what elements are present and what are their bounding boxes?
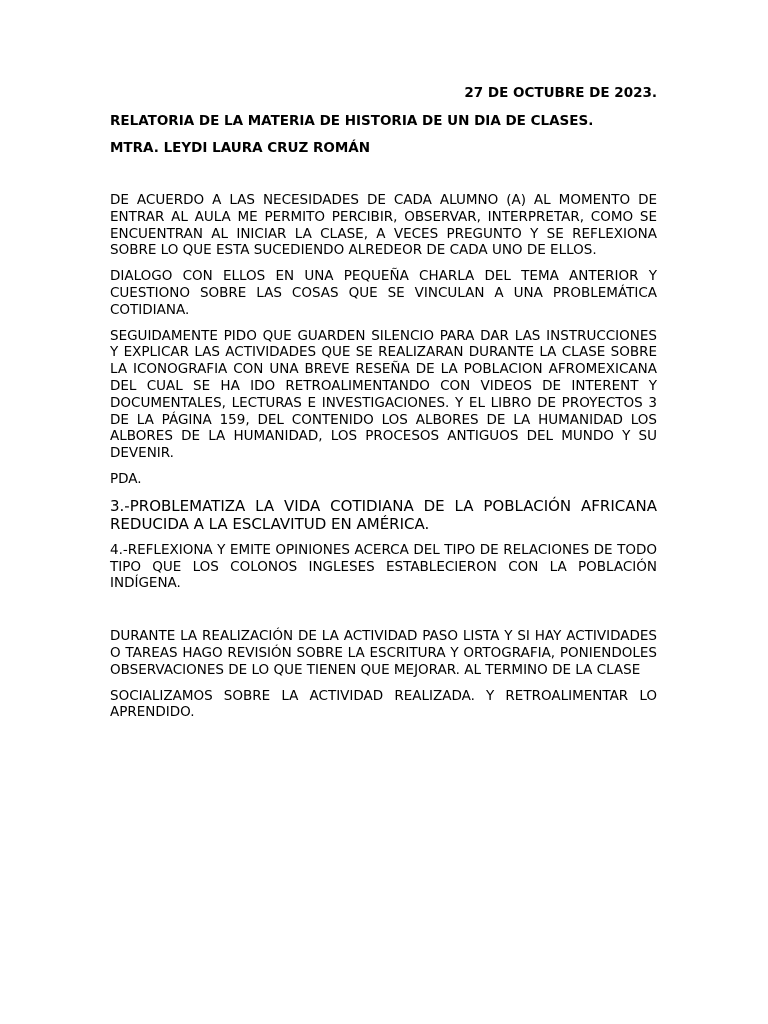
document-title: RELATORIA DE LA MATERIA DE HISTORIA DE UN DIA DE CLASES.: [110, 113, 594, 129]
paragraph-observation: DE ACUERDO A LAS NECESIDADES DE CADA ALUMNO (A) AL MOMENTO DE ENTRAR AL AULA ME PERMITO PERCIBIR, OBSERVAR, INTERPRETAR, COMO SE ENCUENTRAN AL INICIAR LA CLASE, A VECES PREGUNTO Y SE REFLEXIONA SOBRE LO QUE ESTA SUCEDIENDO ALREDEOR DE CADA UNO DE ELLOS.: [110, 192, 657, 259]
document-page: [110, 84, 657, 730]
paragraph-activity-review: DURANTE LA REALIZACIÓN DE LA ACTIVIDAD PASO LISTA Y SI HAY ACTIVIDADES O TAREAS HAGO REVISIÓN SOBRE LA ESCRITURA Y ORTOGRAFIA, PONIENDOLES OBSERVACIONES DE LO QUE TIENEN QUE MEJORAR. AL TERMINO DE LA CLASE: [110, 628, 657, 678]
paragraph-closing: SOCIALIZAMOS SOBRE LA ACTIVIDAD REALIZADA. Y RETROALIMENTAR LO APRENDIDO.: [110, 687, 657, 721]
paragraph-dialogue: DIALOGO CON ELLOS EN UNA PEQUEÑA CHARLA DEL TEMA ANTERIOR Y CUESTIONO SOBRE LAS COSAS QUE SE VINCULAN A UNA PROBLEMÁTICA COTIDIANA.: [110, 268, 657, 318]
document-date: 27 DE OCTUBRE DE 2023.: [464, 85, 657, 101]
teacher-name: MTRA. LEYDI LAURA CRUZ ROMÁN: [110, 140, 371, 156]
paragraph-instructions: SEGUIDAMENTE PIDO QUE GUARDEN SILENCIO PARA DAR LAS INSTRUCCIONES Y EXPLICAR LAS ACTIVIDADES QUE SE REALIZARAN DURANTE LA CLASE SOBRE LA ICONOGRAFIA CON UNA BREVE RESEÑA DE LA POBLACION AFROMEXICANA DEL CUAL SE HA IDO RETROALIMENTANDO CON VIDEOS DE INTERENT Y DOCUMENTALES, LECTURAS E INVESTIGACIONES. Y EL LIBRO DE PROYECTOS 3 DE LA PÁGINA 159, DEL CONTENIDO LOS ALBORES DE LA HUMANIDAD LOS ALBORES DE LA HUMANIDAD, LOS PROCESOS ANTIGUOS DEL MUNDO Y SU DEVENIR.: [110, 327, 657, 462]
paragraph-pda-3: 3.-PROBLEMATIZA LA VIDA COTIDIANA DE LA POBLACIÓN AFRICANA REDUCIDA A LA ESCLAVITUD EN AMÉRICA.: [110, 496, 657, 533]
paragraph-pda-4: 4.-REFLEXIONA Y EMITE OPINIONES ACERCA DEL TIPO DE RELACIONES DE TODO TIPO QUE LOS COLONOS INGLESES ESTABLECIERON CON LA POBLACIÓN INDÍGENA.: [110, 541, 657, 592]
paragraph-pda-label: PDA.: [110, 470, 142, 487]
